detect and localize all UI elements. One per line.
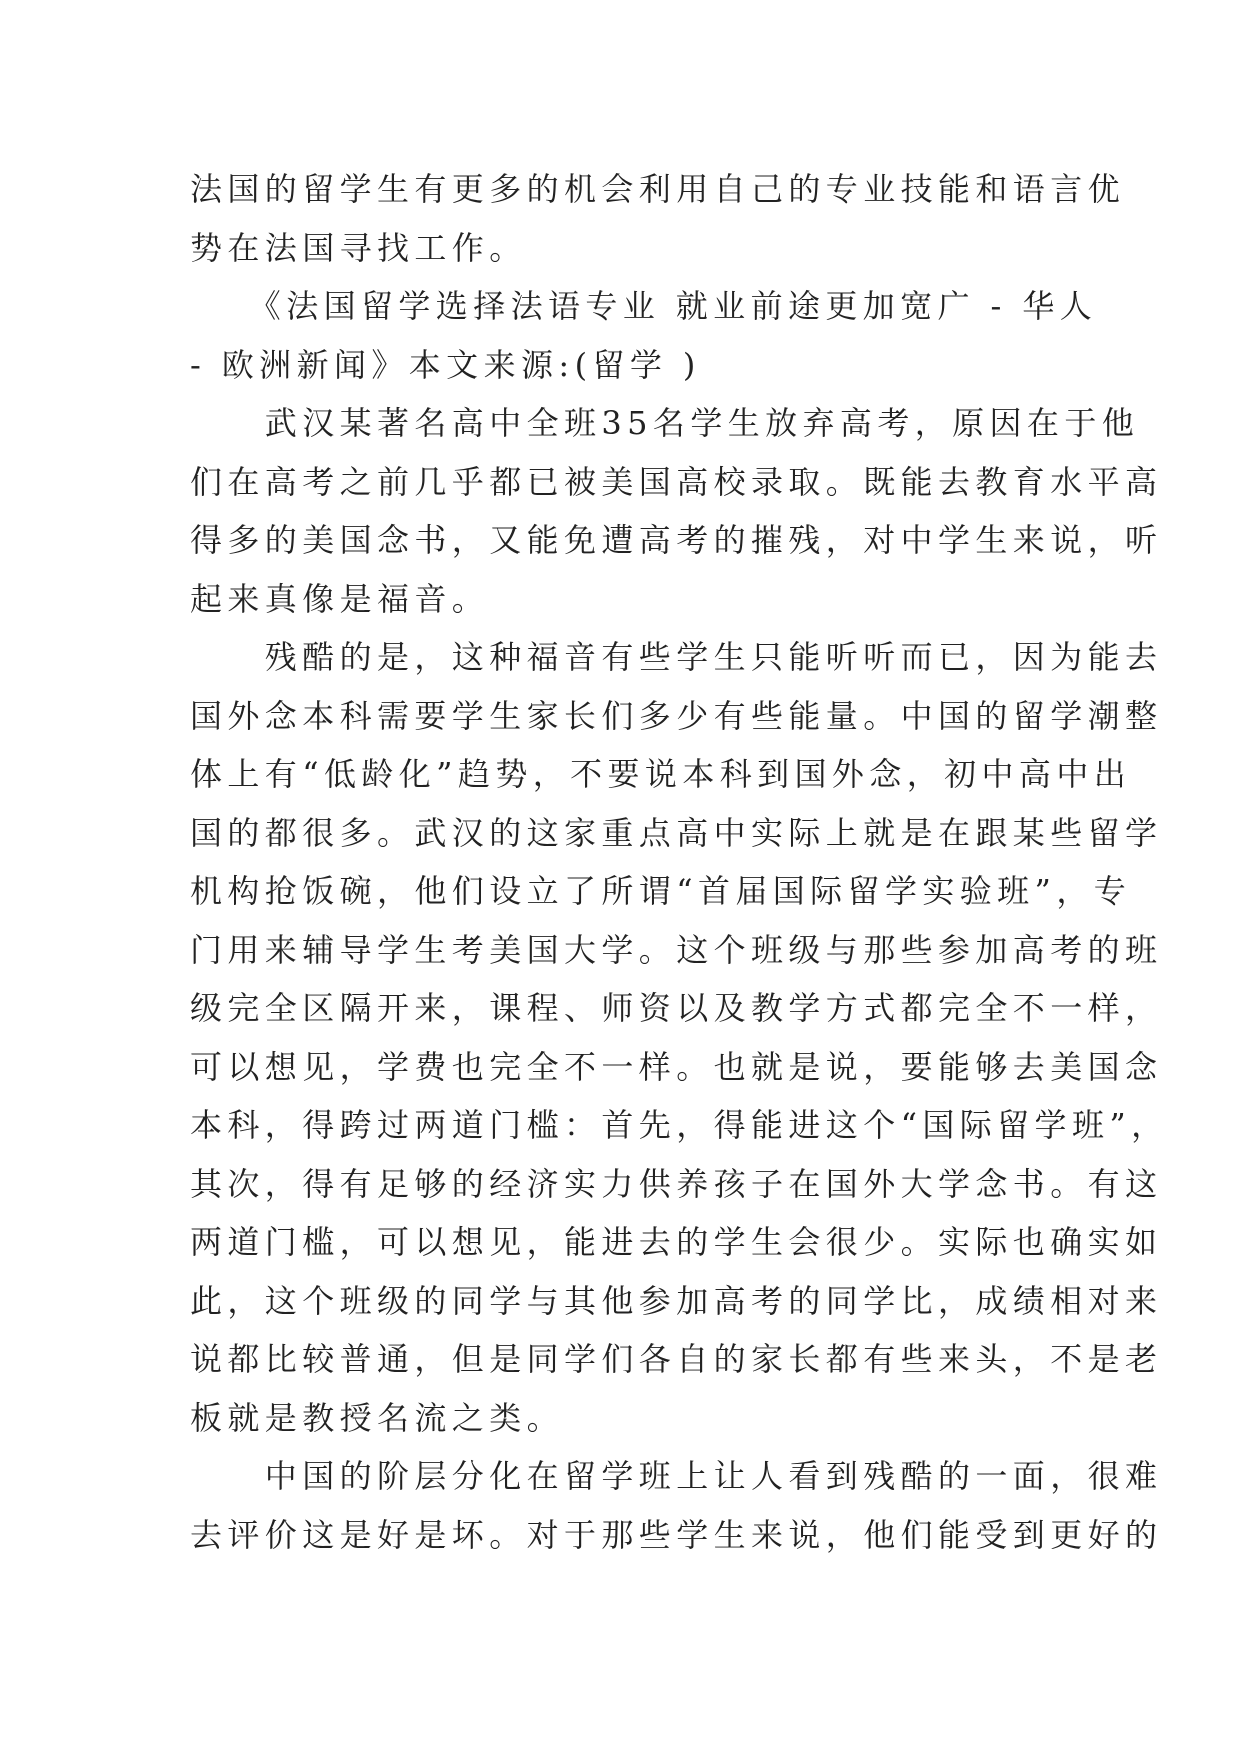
paragraph-wuhan-class [190, 394, 1163, 628]
text-line: 门用来辅导学生考美国大学。这个班级与那些参加高考的班 [190, 930, 1163, 969]
text-line: 此，这个班级的同学与其他参加高考的同学比，成绩相对来 [190, 1281, 1163, 1320]
text-line: 体上有“低龄化”趋势，不要说本科到国外念，初中高中出 [190, 755, 1132, 793]
paragraph-class-stratification [190, 1447, 1163, 1564]
text-line: 级完全区隔开来，课程、师资以及教学方式都完全不一样， [190, 989, 1163, 1027]
text-line: 中国的阶层分化在留学班上让人看到残酷的一面，很难 [190, 1457, 1163, 1495]
document-body [190, 160, 1169, 1564]
text-line: 法国的留学生有更多的机会利用自己的专业技能和语言优 [190, 170, 1126, 208]
text-line: 《法国留学选择法语专业 就业前途更加宽广 - 华人 [190, 287, 1098, 325]
paragraph-job-prospects [190, 160, 1126, 277]
text-line: 国外念本科需要学生家长们多少有些能量。中国的留学潮整 [190, 696, 1163, 735]
text-line: 两道门槛，可以想见，能进去的学生会很少。实际也确实如 [190, 1223, 1163, 1261]
text-line: 武汉某著名高中全班35名学生放弃高考，原因在于他 [190, 404, 1140, 442]
text-line: 势在法国寻找工作。 [190, 228, 527, 267]
text-line: 本科，得跨过两道门槛：首先，得能进这个“国际留学班”， [190, 1106, 1169, 1144]
paragraph-study-abroad-class [190, 628, 1169, 1447]
text-line: 们在高考之前几乎都已被美国高校录取。既能去教育水平高 [190, 462, 1163, 501]
paragraph-source-citation [190, 277, 1098, 394]
text-line: 可以想见，学费也完全不一样。也就是说，要能够去美国念 [190, 1047, 1163, 1086]
text-line: 得多的美国念书，又能免遭高考的摧残，对中学生来说，听 [190, 521, 1163, 559]
text-line: - 欧洲新闻》本文来源:(留学 ) [190, 345, 701, 384]
text-line: 残酷的是，这种福音有些学生只能听听而已，因为能去 [190, 638, 1163, 676]
text-line: 国的都很多。武汉的这家重点高中实际上就是在跟某些留学 [190, 813, 1163, 852]
text-line: 说都比较普通，但是同学们各自的家长都有些来头，不是老 [190, 1340, 1163, 1378]
text-line: 其次，得有足够的经济实力供养孩子在国外大学念书。有这 [190, 1164, 1163, 1203]
text-line: 板就是教授名流之类。 [190, 1398, 565, 1437]
text-line: 去评价这是好是坏。对于那些学生来说，他们能受到更好的 [190, 1515, 1163, 1554]
text-line: 机构抢饭碗，他们设立了所谓“首届国际留学实验班”，专 [190, 872, 1132, 910]
text-line: 起来真像是福音。 [190, 579, 490, 618]
